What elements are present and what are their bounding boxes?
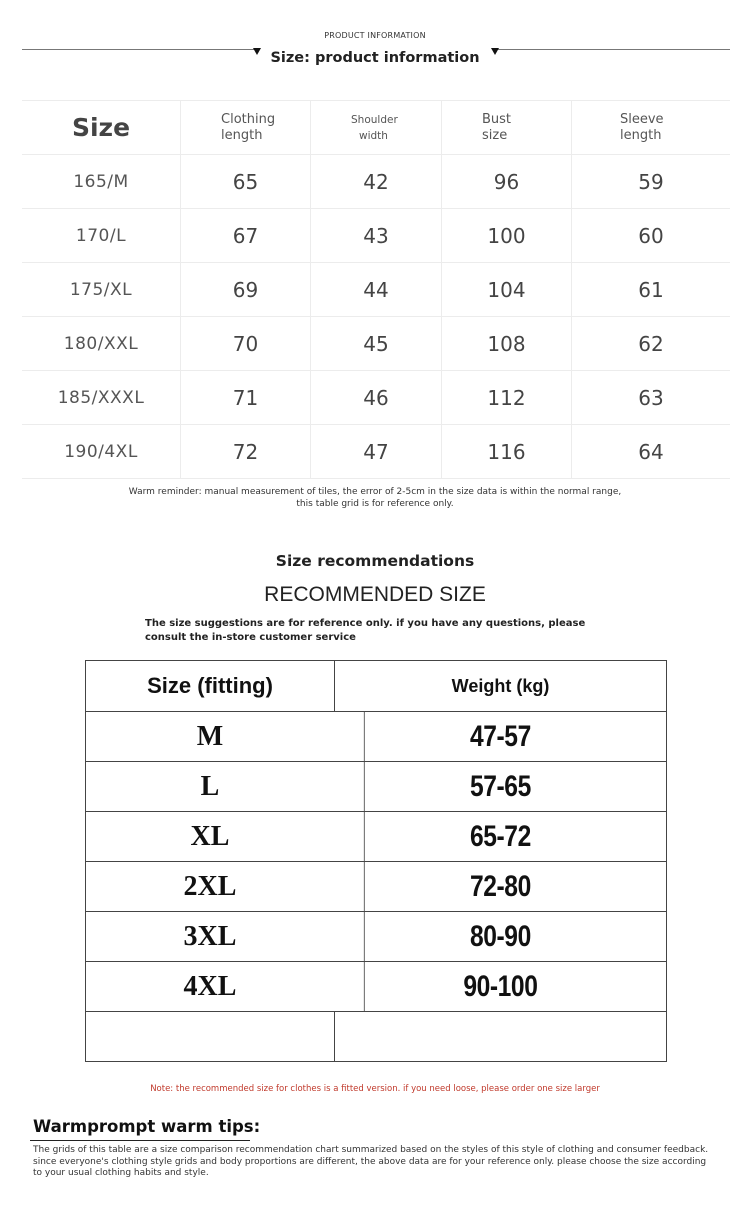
shoulder-width-cell: 43 <box>310 209 441 262</box>
recommendations-title: Size recommendations <box>275 552 475 570</box>
table-row <box>22 155 730 209</box>
weight-cell: 90-100 <box>364 962 636 1011</box>
size-cell: M <box>196 720 224 752</box>
bust-size-cell: 104 <box>441 263 571 316</box>
header-title: Size: product information <box>270 50 480 66</box>
bust-size-cell: 116 <box>441 425 571 478</box>
table-row <box>86 962 666 1012</box>
recommendations-subtitle: RECOMMENDED SIZE <box>264 583 486 606</box>
shoulder-width-cell: 45 <box>310 317 441 370</box>
table-row <box>86 762 666 812</box>
table-row <box>22 425 730 479</box>
table-row <box>86 912 666 962</box>
header-clothing-length: Clothing length <box>180 101 310 154</box>
header-shoulder-width: Shoulder width <box>310 101 441 154</box>
clothing-length-cell: 69 <box>180 263 310 316</box>
sleeve-length-cell: 60 <box>571 209 730 262</box>
table-row <box>22 263 730 317</box>
empty-cell <box>86 1012 334 1061</box>
size-cell: L <box>200 770 220 802</box>
table-row <box>22 317 730 371</box>
tips-title: Warmprompt warm tips: <box>33 1117 261 1136</box>
bust-size-cell: 112 <box>441 371 571 424</box>
header-bust-size: Bust size <box>441 101 571 154</box>
product-size-table <box>22 100 730 479</box>
sleeve-length-cell: 64 <box>571 425 730 478</box>
bust-size-cell: 96 <box>441 155 571 208</box>
size-cell: 165/M <box>73 171 129 192</box>
tips-underline <box>30 1140 250 1141</box>
weight-cell: 47-57 <box>364 712 636 761</box>
sleeve-length-cell: 63 <box>571 371 730 424</box>
sleeve-length-cell: 61 <box>571 263 730 316</box>
size-cell: 170/L <box>75 225 127 246</box>
weight-cell: 65-72 <box>364 812 636 861</box>
bust-size-cell: 108 <box>441 317 571 370</box>
recommended-size-table <box>85 660 667 1062</box>
size-cell: 175/XL <box>69 279 133 300</box>
empty-table-row <box>86 1012 666 1061</box>
weight-cell: 80-90 <box>364 912 636 961</box>
clothing-length-cell: 71 <box>180 371 310 424</box>
header-small-title: PRODUCT INFORMATION <box>324 31 426 40</box>
size-cell: 2XL <box>183 870 237 902</box>
clothing-length-cell: 70 <box>180 317 310 370</box>
tips-text: The grids of this table are a size comparison recommendation chart summarized based on the styles of this style of clothing and consumer feedback. since everyone's clothing style grids and body proportions are different, the above data are for your reference only. please choose the size according to your usual clothing habits and style. <box>33 1145 709 1178</box>
weight-cell: 72-80 <box>364 862 636 911</box>
table-row <box>86 812 666 862</box>
clothing-length-cell: 65 <box>180 155 310 208</box>
table-header-row <box>22 100 730 155</box>
sleeve-length-cell: 59 <box>571 155 730 208</box>
fit-note: Note: the recommended size for clothes is a fitted version. if you need loose, please order one size larger <box>150 1084 600 1094</box>
shoulder-width-cell: 47 <box>310 425 441 478</box>
size-cell: 4XL <box>183 970 237 1002</box>
header-size: Size <box>71 112 131 142</box>
header-size-fitting: Size (fitting) <box>147 673 273 698</box>
empty-cell <box>334 1012 666 1061</box>
header-weight: Weight (kg) <box>334 661 666 711</box>
weight-cell: 57-65 <box>364 762 636 811</box>
table-row <box>86 712 666 762</box>
clothing-length-cell: 72 <box>180 425 310 478</box>
sleeve-length-cell: 62 <box>571 317 730 370</box>
table-header-row <box>86 661 666 712</box>
bust-size-cell: 100 <box>441 209 571 262</box>
shoulder-width-cell: 42 <box>310 155 441 208</box>
table-row <box>22 209 730 263</box>
size-cell: 180/XXL <box>63 333 139 354</box>
shoulder-width-cell: 44 <box>310 263 441 316</box>
recommendations-description: The size suggestions are for reference only. if you have any questions, please consult the in-store customer service <box>145 618 586 643</box>
table-row <box>22 371 730 425</box>
measurement-note: Warm reminder: manual measurement of tiles, the error of 2-5cm in the size data is within the normal range, this table grid is for reference only. <box>128 487 622 509</box>
clothing-length-cell: 67 <box>180 209 310 262</box>
shoulder-width-cell: 46 <box>310 371 441 424</box>
header-sleeve-length: Sleeve length <box>571 101 730 154</box>
table-row <box>86 862 666 912</box>
size-cell: XL <box>190 820 230 852</box>
size-cell: 3XL <box>183 920 237 952</box>
size-cell: 185/XXXL <box>57 387 145 408</box>
size-cell: 190/4XL <box>64 441 138 462</box>
